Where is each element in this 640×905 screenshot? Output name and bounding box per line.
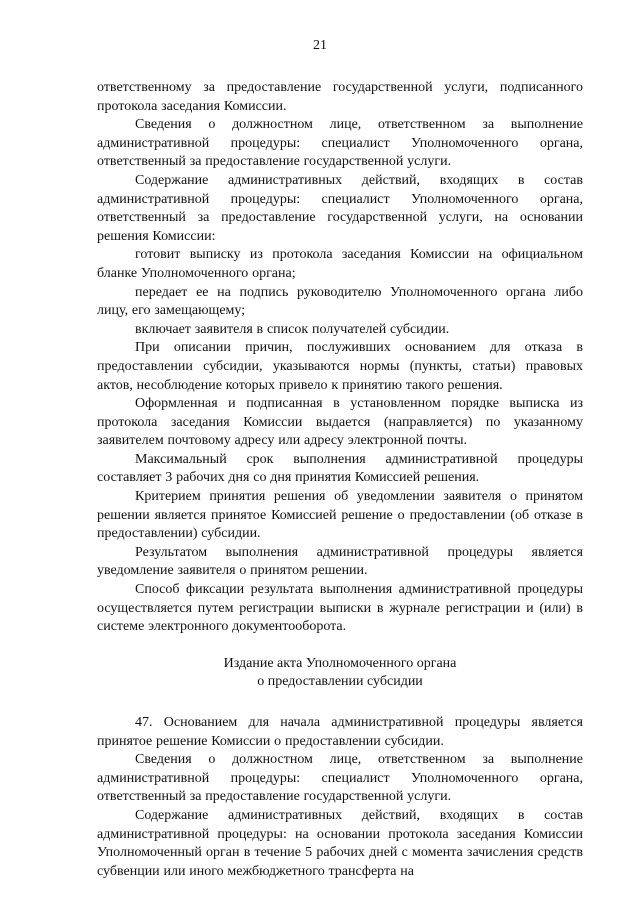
page-number: 21	[313, 38, 327, 53]
paragraph: Содержание административных действий, входящих в состав административной процедуры: на основании протокола заседания Комиссии Уполномоченный орган в течение 5 рабочих дней с момента зачисления средств субвенции или иного межбюджетного трансферта на	[97, 807, 583, 879]
paragraph: Сведения о должностном лице, ответственном за выполнение административной процедуры: специалист Уполномоченного органа, ответственный за предоставление государственной услуги.	[97, 752, 583, 805]
paragraph-item-47: 47. Основанием для начала административной процедуры является принятое решение Комиссии о предоставлении субсидии.	[97, 715, 583, 749]
section-heading-line-1: Издание акта Уполномоченного органа	[223, 655, 457, 671]
paragraph: Способ фиксации результата выполнения административной процедуры осуществляется путем регистрации выписки в журнале регистрации и (или) в системе электронного документооборота.	[97, 582, 583, 635]
paragraph: Сведения о должностном лице, ответственном за выполнение административной процедуры: специалист Уполномоченного органа, ответственный за предоставление государственной услуги.	[97, 117, 583, 170]
paragraph: включает заявителя в список получателей субсидии.	[135, 321, 450, 337]
paragraph: Критерием принятия решения об уведомлении заявителя о принятом решении является принятое Комиссией решение о предоставлении (об отказе в предоставлении) субсидии.	[97, 489, 583, 542]
paragraph-continuation: ответственному за предоставление государственной услуги, подписанного протокола заседания Комиссии.	[97, 80, 583, 114]
document-body	[97, 79, 583, 881]
section-heading-line-2: о предоставлении субсидии	[257, 674, 423, 690]
section-heading	[97, 655, 583, 692]
paragraph: передает ее на подпись руководителю Уполномоченного органа либо лицу, его замещающему;	[97, 284, 583, 319]
paragraph: Содержание административных действий, входящих в состав административной процедуры: специалист Уполномоченного органа, ответственный за предоставление государственной услуги, на основании решения Комиссии:	[97, 172, 583, 244]
paragraph: Максимальный срок выполнения административной процедуры составляет 3 рабочих дня со дня принятия Комиссией решения.	[97, 451, 583, 486]
paragraph: Оформленная и подписанная в установленном порядке выписка из протокола заседания Комиссии выдается (направляется) по указанному заявителем почтовому адресу или адресу электронной почты.	[97, 396, 583, 449]
paragraph: Результатом выполнения административной процедуры является уведомление заявителя о принятом решении.	[97, 544, 583, 579]
paragraph: При описании причин, послуживших основанием для отказа в предоставлении субсидии, указываются нормы (пункты, статьи) правовых актов, несоблюдение которых привело к принятию такого решения.	[97, 340, 583, 393]
paragraph: готовит выписку из протокола заседания Комиссии на официальном бланке Уполномоченного органа;	[97, 247, 583, 281]
